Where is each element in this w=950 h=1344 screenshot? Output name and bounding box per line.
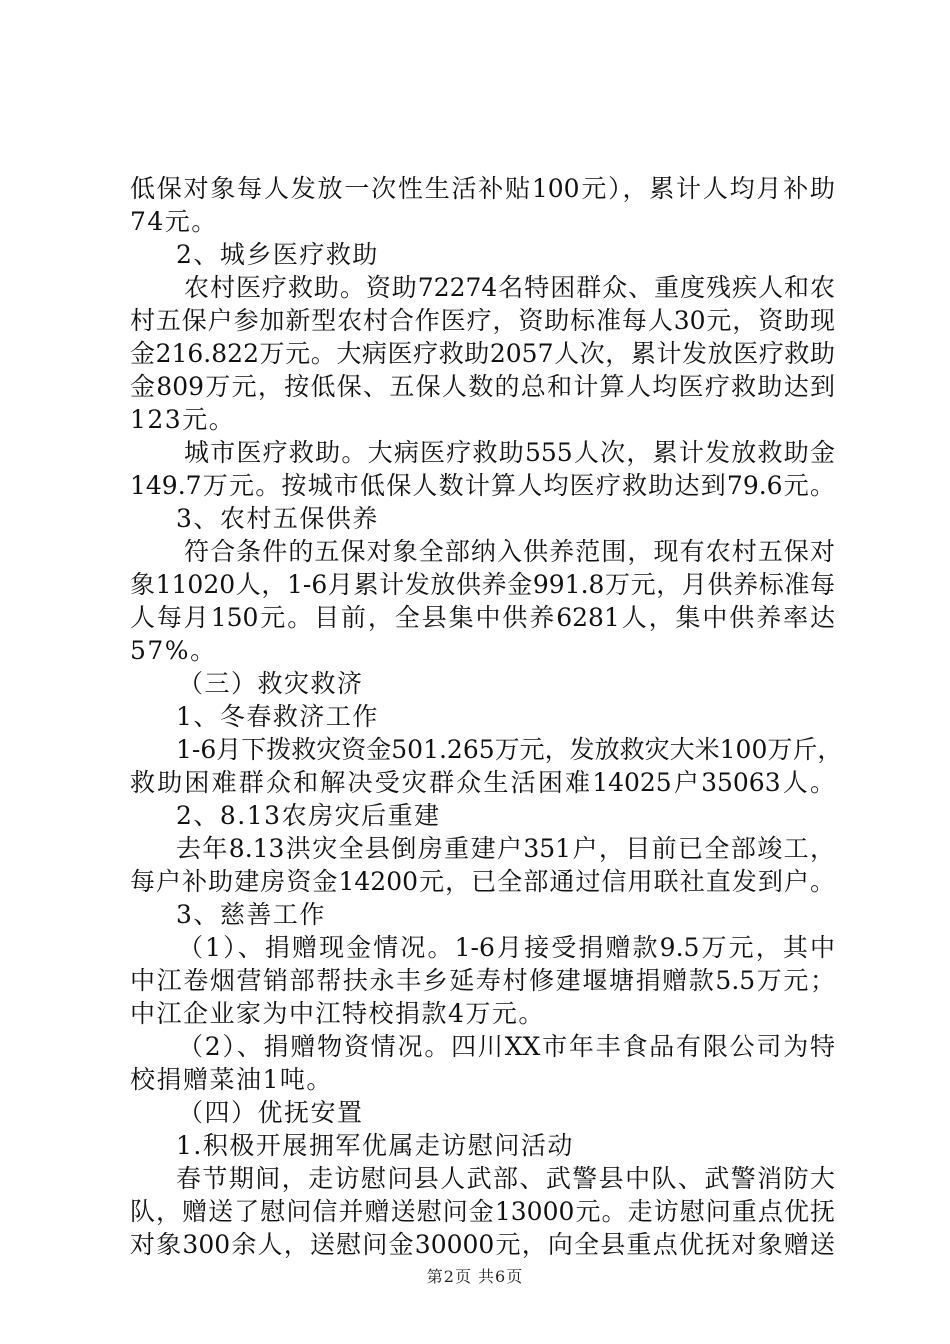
text-line: 149.7万元。按城市低保人数计算人均医疗救助达到79.6元。 <box>130 471 835 500</box>
text-line: 去年8.13洪灾全县倒房重建户351户，目前已全部竣工， <box>176 834 835 863</box>
page-number: 第2页 共6页 <box>426 1267 524 1286</box>
text-line: （2）、捐赠物资情况。四川XX市年丰食品有限公司为特 <box>178 1032 835 1061</box>
section-heading: 1、冬春救济工作 <box>176 702 379 731</box>
text-line: 123元。 <box>130 405 236 434</box>
text-line: 对象300余人，送慰问金30000元，向全县重点优抚对象赠送 <box>130 1230 835 1259</box>
text-line: 象11020人，1-6月累计发放供养金991.8万元，月供养标准每 <box>130 570 835 599</box>
section-heading: 3、慈善工作 <box>176 900 326 929</box>
text-line: 城市医疗救助。大病医疗救助555人次，累计发放救助金 <box>184 438 835 467</box>
text-line: （1）、捐赠现金情况。1-6月接受捐赠款9.5万元，其中 <box>178 933 835 962</box>
text-line: 中江卷烟营销部帮扶永丰乡延寿村修建堰塘捐赠款5.5万元； <box>130 966 835 995</box>
text-line: 救助困难群众和解决受灾群众生活困难14025户35063人。 <box>130 768 835 797</box>
text-line: 74元。 <box>130 207 218 236</box>
text-line: 人每月150元。目前，全县集中供养6281人，集中供养率达 <box>130 603 835 632</box>
text-line: 校捐赠菜油1吨。 <box>130 1065 333 1094</box>
text-line: 金809万元，按低保、五保人数的总和计算人均医疗救助达到 <box>130 372 835 401</box>
text-line: 村五保户参加新型农村合作医疗，资助标准每人30元，资助现 <box>130 306 835 335</box>
section-heading: 1.积极开展拥军优属走访慰问活动 <box>176 1131 574 1160</box>
section-heading: 2、8.13农房灾后重建 <box>176 801 441 830</box>
text-line: 每户补助建房资金14200元，已全部通过信用联社直发到户。 <box>130 867 835 896</box>
section-heading: 2、城乡医疗救助 <box>176 240 379 269</box>
text-line: 符合条件的五保对象全部纳入供养范围，现有农村五保对 <box>184 537 835 566</box>
text-line: 队，赠送了慰问信并赠送慰问金13000元。走访慰问重点优抚 <box>130 1197 835 1226</box>
text-line: 低保对象每人发放一次性生活补贴100元），累计人均月补助 <box>130 174 835 203</box>
document-body <box>130 172 843 1261</box>
text-line: 57%。 <box>130 636 217 665</box>
text-line: 1-6月下拨救灾资金501.265万元，发放救灾大米100万斤， <box>176 735 843 764</box>
section-heading: （三）救灾救济 <box>178 669 364 698</box>
text-line: 金216.822万元。大病医疗救助2057人次，累计发放医疗救助 <box>130 339 835 368</box>
section-heading: （四）优抚安置 <box>178 1098 364 1127</box>
text-line: 农村医疗救助。资助72274名特困群众、重度残疾人和农 <box>184 273 835 302</box>
section-heading: 3、农村五保供养 <box>176 504 379 533</box>
text-line: 中江企业家为中江特校捐款4万元。 <box>130 999 545 1028</box>
text-line: 春节期间，走访慰问县人武部、武警县中队、武警消防大 <box>176 1164 835 1193</box>
